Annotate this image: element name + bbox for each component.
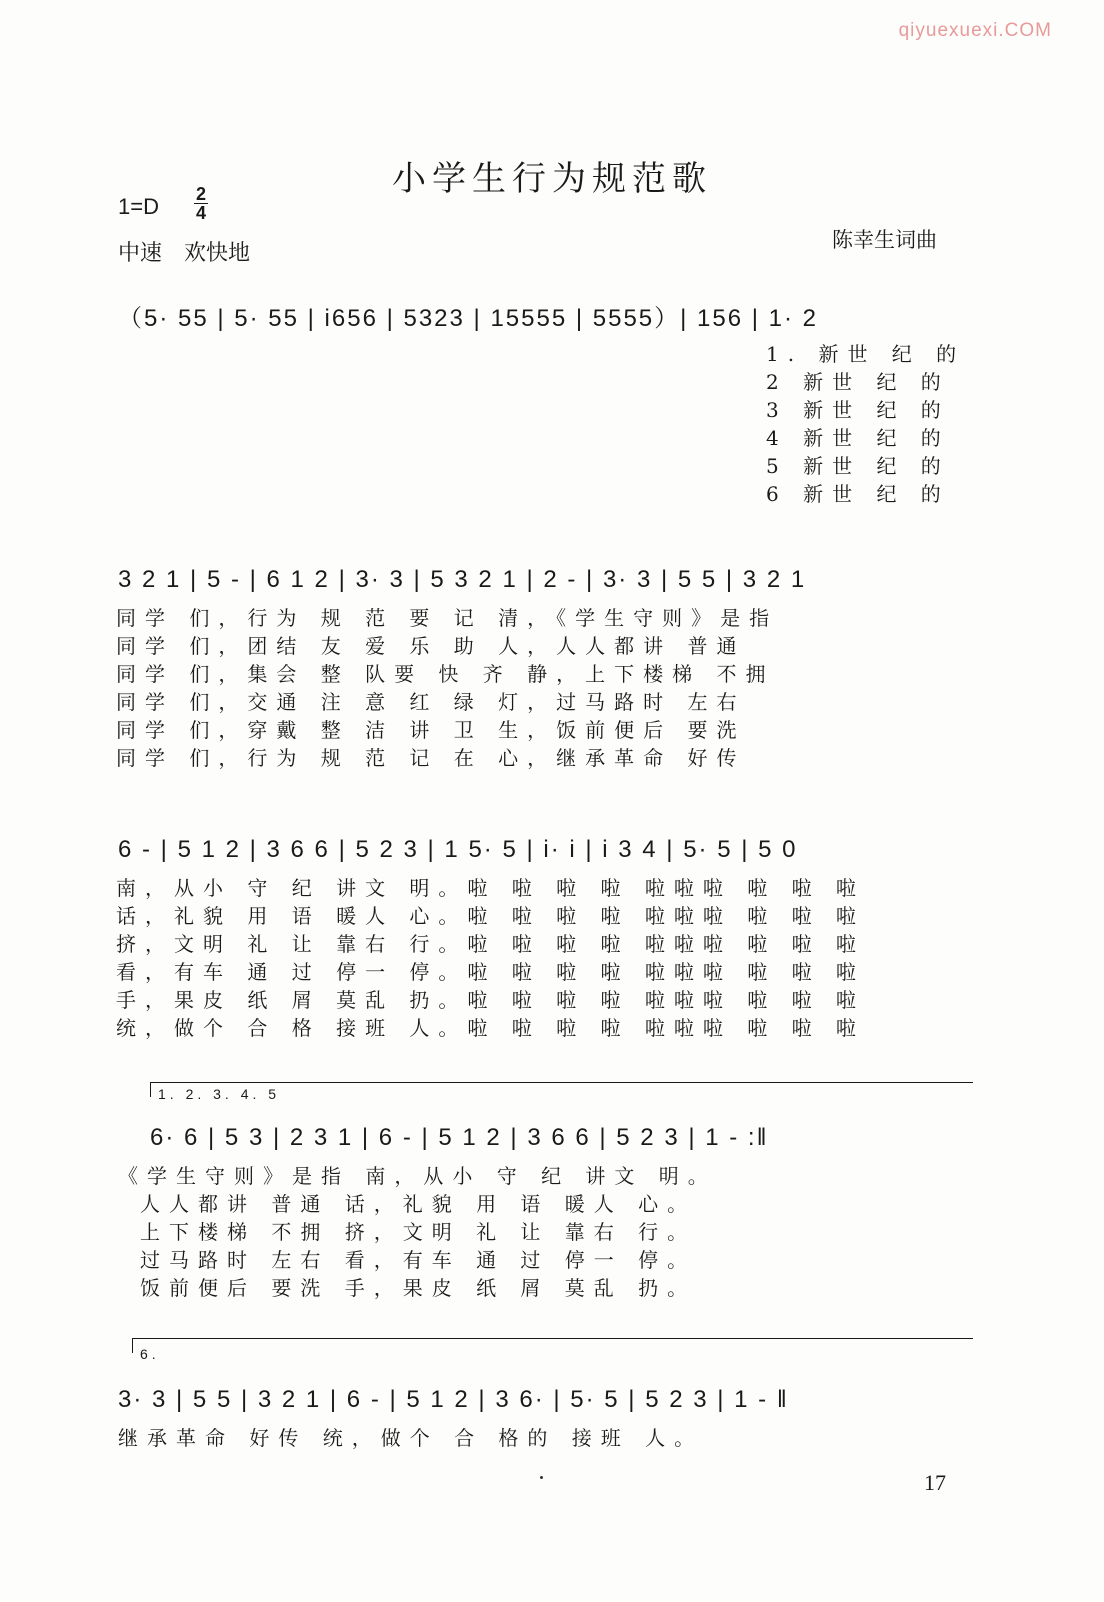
- system2-notes: 3 2 1 | 5 - | 6 1 2 | 3· 3 | 5 3 2 1 | 2 - | 3· 3 | 5 5 | 3 2 1: [118, 566, 807, 593]
- system1-verse-5: 5 新世 纪 的: [766, 454, 950, 478]
- system1-verse-3: 3 新世 纪 的: [766, 398, 950, 422]
- system4-verse-4: 过马路时 左右 看，有车 通 过 停一 停。: [140, 1248, 697, 1272]
- system1-verse-1: 1. 新世 纪 的: [766, 342, 966, 366]
- system2-verse-1: 同学 们，行为 规 范 要 记 清，《学生守则》是指: [116, 606, 779, 630]
- system4-verse-3: 上下楼梯 不拥 挤，文明 礼 让 靠右 行。: [140, 1220, 697, 1244]
- scan-speck: [540, 1476, 543, 1479]
- time-signature: [194, 186, 208, 221]
- system3-verse-5: 手，果皮 纸 屑 莫乱 扔。啦 啦 啦 啦 啦啦啦 啦 啦 啦: [116, 988, 865, 1012]
- page-title: 小学生行为规范歌: [392, 158, 712, 199]
- system4-verse-1: 《学生守则》是指 南，从小 守 纪 讲文 明。: [118, 1164, 717, 1188]
- system4-verse-2: 人人都讲 普通 话，礼貌 用 语 暖人 心。: [140, 1192, 697, 1216]
- system2-verse-3: 同学 们，集会 整 队要 快 齐 静，上下楼梯 不拥: [116, 662, 775, 686]
- system3-verse-3: 挤，文明 礼 让 靠右 行。啦 啦 啦 啦 啦啦啦 啦 啦 啦: [116, 932, 865, 956]
- time-signature-top: 2: [195, 184, 206, 204]
- key-signature: 1=D: [118, 194, 159, 219]
- volta-label-2: 6.: [140, 1346, 160, 1362]
- system2-verse-2: 同学 们，团结 友 爱 乐 助 人，人人都讲 普通: [116, 634, 746, 658]
- watermark: qiyuexuexi.COM: [898, 20, 1052, 41]
- time-signature-bottom: 4: [195, 203, 206, 223]
- system4-verse-5: 饭前便后 要洗 手，果皮 纸 屑 莫乱 扔。: [140, 1276, 697, 1300]
- tempo-marking: 中速 欢快地: [118, 241, 251, 266]
- system3-verse-2: 话，礼貌 用 语 暖人 心。啦 啦 啦 啦 啦啦啦 啦 啦 啦: [116, 904, 865, 928]
- system1-verse-4: 4 新世 纪 的: [766, 426, 950, 450]
- system5-verse: 继承革命 好传 统，做个 合 格的 接班 人。: [118, 1426, 704, 1450]
- page-number: 17: [924, 1470, 946, 1495]
- system3-verse-6: 统，做个 合 格 接班 人。啦 啦 啦 啦 啦啦啦 啦 啦 啦: [116, 1016, 865, 1040]
- system5-notes: 3· 3 | 5 5 | 3 2 1 | 6 - | 5 1 2 | 3 6· | 5· 5 | 5 2 3 | 1 - ‖: [118, 1386, 789, 1413]
- system4-notes: 6· 6 | 5 3 | 2 3 1 | 6 - | 5 1 2 | 3 6 6 | 5 2 3 | 1 - :‖: [150, 1124, 769, 1151]
- volta-bracket-2: [132, 1338, 973, 1353]
- system1-verse-2: 2 新世 纪 的: [766, 370, 950, 394]
- system3-verse-4: 看，有车 通 过 停一 停。啦 啦 啦 啦 啦啦啦 啦 啦 啦: [116, 960, 865, 984]
- system3-notes: 6 - | 5 1 2 | 3 6 6 | 5 2 3 | 1 5· 5 | i· i | i 3 4 | 5· 5 | 5 0: [118, 836, 798, 863]
- system2-verse-6: 同学 们，行为 规 范 记 在 心，继承革命 好传: [116, 746, 746, 770]
- system3-verse-1: 南，从小 守 纪 讲文 明。啦 啦 啦 啦 啦啦啦 啦 啦 啦: [116, 876, 865, 900]
- system1-notes: （5· 55 | 5· 55 | i656 | 5323 | 15555 | 5555）| 156 | 1· 2: [118, 305, 819, 332]
- system2-verse-4: 同学 们，交通 注 意 红 绿 灯，过马路时 左右: [116, 690, 746, 714]
- volta-label-1: 1. 2. 3. 4. 5: [158, 1086, 281, 1102]
- composer-credit: 陈幸生词曲: [832, 228, 937, 252]
- system2-verse-5: 同学 们，穿戴 整 洁 讲 卫 生，饭前便后 要洗: [116, 718, 746, 742]
- system1-verse-6: 6 新世 纪 的: [766, 482, 950, 506]
